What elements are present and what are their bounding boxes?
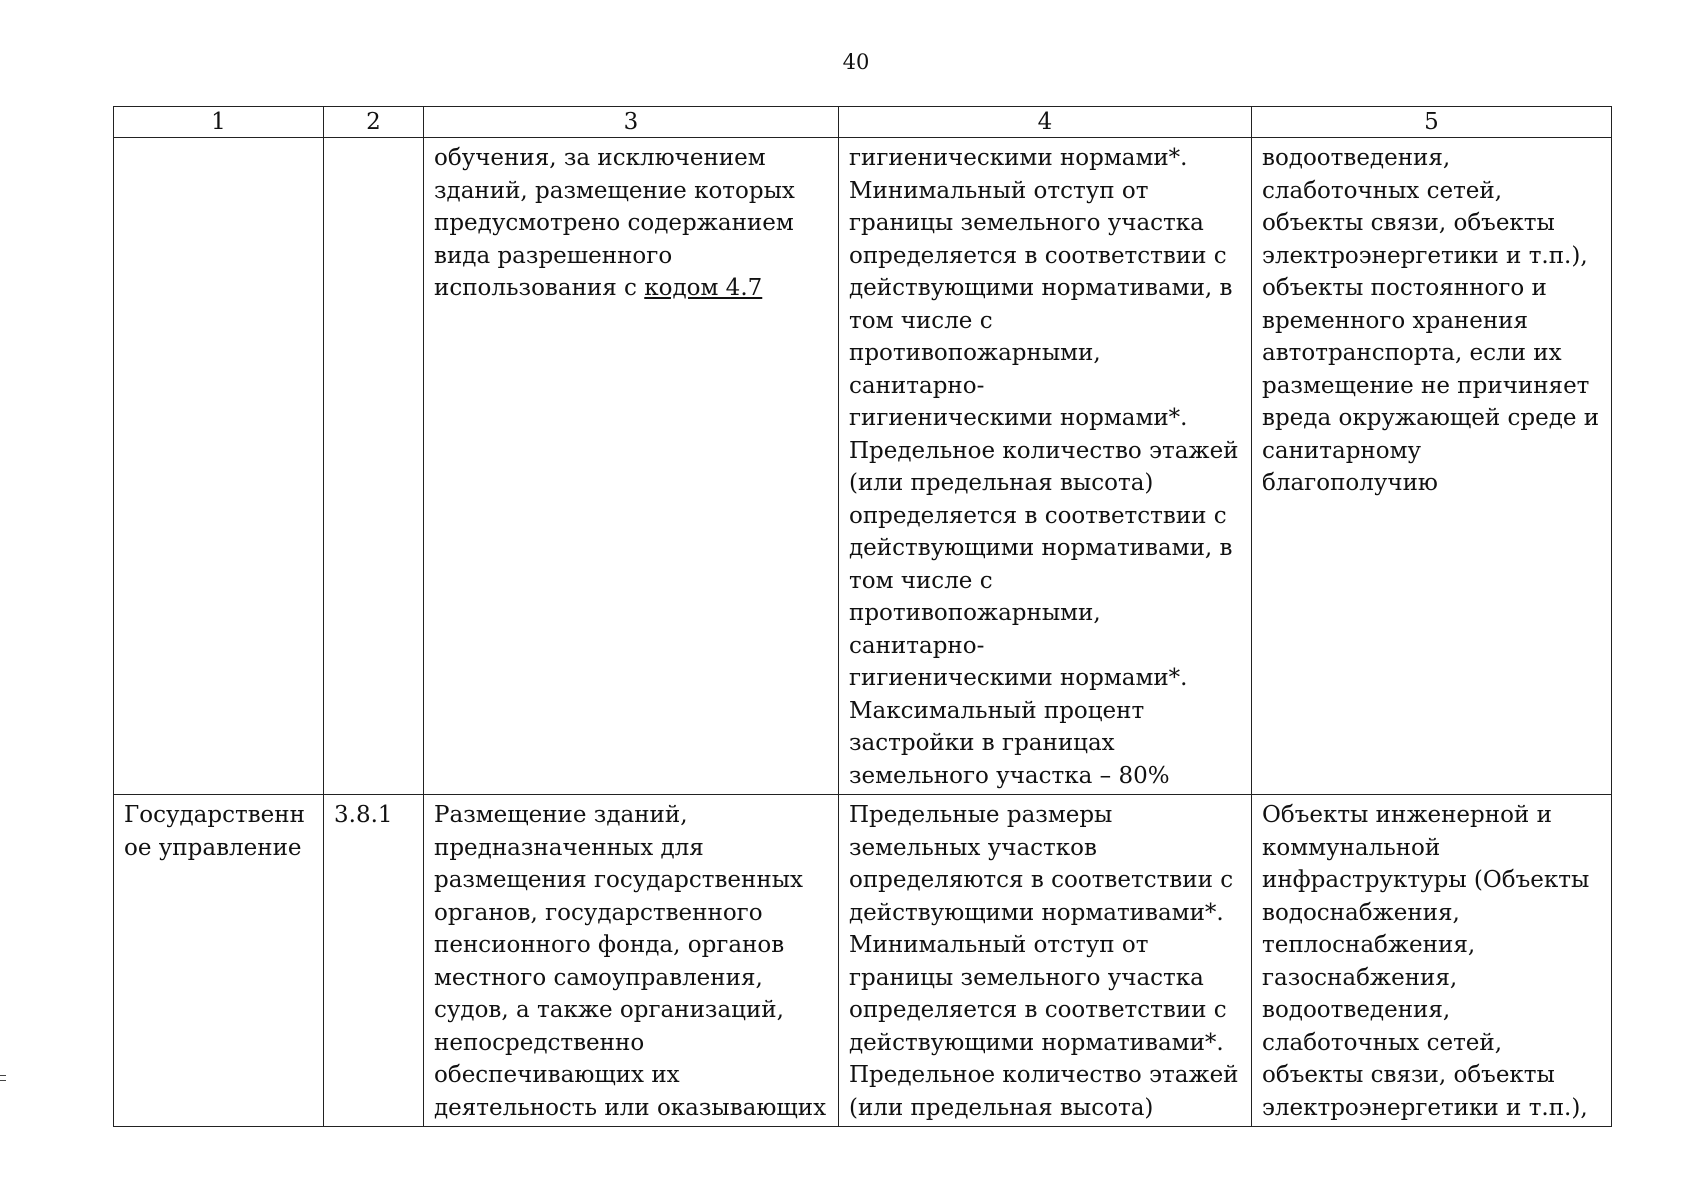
use-type-cell: [114, 795, 324, 1127]
column-header-4: 4: [839, 107, 1252, 138]
table-row-continued: [114, 138, 1612, 795]
header-row: [114, 107, 1612, 138]
column-header-5: 5: [1252, 107, 1612, 138]
column-header-3: 3: [424, 107, 839, 138]
column-header-2: 2: [324, 107, 424, 138]
parameters-cell: [839, 795, 1252, 1127]
auxiliary-uses-text: водоотведения, слаботочных сетей, объекты связи, объекты электроэнергетики и т.п.), объекты постоянного и временного хранения автотранспорта, если их размещение не причиняет вреда окружающей среде и санитарному благополучию: [1262, 145, 1600, 496]
scan-edge-mark: [0, 1075, 6, 1081]
use-code-cell: [324, 795, 424, 1127]
parameters-cell: [839, 138, 1252, 795]
auxiliary-uses-cell: [1252, 795, 1612, 1127]
auxiliary-uses-cell: [1252, 138, 1612, 795]
use-code-text: 3.8.1: [334, 802, 393, 828]
description-text: обучения, за исключением зданий, размещение которых предусмотрено содержанием вида разрешенного использования с: [434, 145, 795, 301]
parameters-text: гигиеническими нормами*. Минимальный отступ от границы земельного участка определяется в соответствии с действующими нормативами, в том числе с противопожарными, санитарно- гигиеническими нормами*. Предельное количество этажей (или предельная высота) определяется в соответствии с действующими нормативами, в том числе с противопожарными, санитарно- гигиеническими нормами*. Максимальный процент застройки в границах земельного участка – 80%: [849, 145, 1239, 789]
page-number: 40: [842, 50, 870, 74]
table-row-government: [114, 795, 1612, 1127]
use-type-text: Государственн ое управление: [124, 802, 305, 861]
use-type-cell: [114, 138, 324, 795]
auxiliary-uses-text: Объекты инженерной и коммунальной инфраструктуры (Объекты водоснабжения, теплоснабжения, газоснабжения, водоотведения, слаботочных сетей, объекты связи, объекты электроэнергетики и т.п.),: [1262, 802, 1590, 1121]
use-description-cell: [424, 795, 839, 1127]
use-code-cell: [324, 138, 424, 795]
column-header-1: 1: [114, 107, 324, 138]
code-link[interactable]: кодом 4.7: [644, 275, 763, 301]
parameters-text: Предельные размеры земельных участков определяются в соответствии с действующими нормативами*. Минимальный отступ от границы земельного участка определяется в соответствии с действующими нормативами*. Предельное количество этажей (или предельная высота): [849, 802, 1239, 1121]
description-text: Размещение зданий, предназначенных для размещения государственных органов, государственного пенсионного фонда, органов местного самоуправления, судов, а также организаций, непосредственно обеспечивающих их деятельность или оказывающих: [434, 802, 827, 1121]
land-use-table: [113, 106, 1612, 1127]
use-description-cell: [424, 138, 839, 795]
